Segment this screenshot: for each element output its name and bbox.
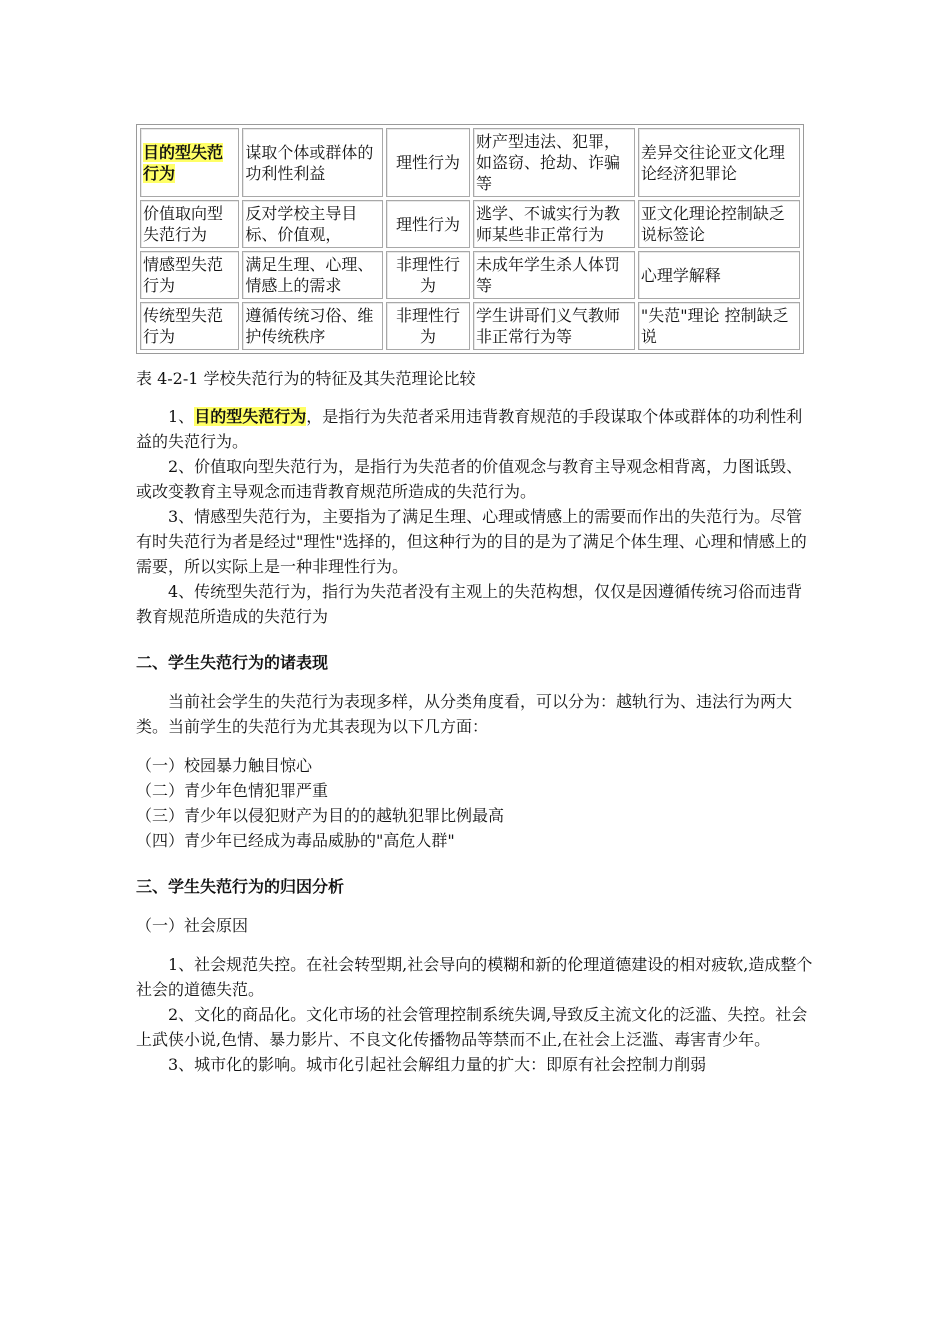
highlighted-term: 目的型失范行为: [143, 142, 224, 183]
paragraph-text: ，是指行为失范者采用违背教育规范的手段谋取个体或群体的功利性利益的失范行为。: [136, 407, 803, 451]
table-cell: 非理性行为: [386, 302, 470, 350]
table-cell: "失范"理论 控制缺乏说: [638, 302, 800, 350]
list-item: （一）校园暴力触目惊心: [136, 756, 313, 775]
list-item: （三）青少年以侵犯财产为目的的越轨犯罪比例最高: [136, 806, 505, 825]
table-cell: 满足生理、心理、情感上的需求: [242, 251, 383, 299]
paragraph: 3、情感型失范行为，主要指为了满足生理、心理或情感上的需要而作出的失范行为。尽管有时失范行为者是经过"理性"选择的，但这种行为的目的是为了满足个体生理、心理和情感上的需要，所以实际上是一种非理性行为。: [136, 507, 807, 576]
list-item: （四）青少年已经成为毒品威胁的"高危人群": [136, 831, 455, 850]
table-cell: 情感型失范行为: [140, 251, 239, 299]
comparison-table: [136, 124, 804, 354]
table-row: [140, 251, 800, 299]
table-cell: 反对学校主导目标、价值观，: [242, 200, 383, 248]
paragraph: [136, 404, 816, 454]
table-cell: 价值取向型失范行为: [140, 200, 239, 248]
paragraph: 当前社会学生的失范行为表现多样，从分类角度看，可以分为：越轨行为、违法行为两大类。当前学生的失范行为尤其表现为以下几方面：: [136, 692, 793, 736]
paragraph: 3、城市化的影响。城市化引起社会解组力量的扩大：即原有社会控制力削弱: [168, 1055, 707, 1074]
table-row: [140, 200, 800, 248]
table-row: [140, 128, 800, 197]
section-heading: 二、学生失范行为的诸表现: [136, 653, 329, 672]
paragraph: 1、社会规范失控。在社会转型期,社会导向的模糊和新的伦理道德建设的相对疲软,造成整个社会的道德失范。: [136, 955, 813, 999]
table-caption: 表 4-2-1 学校失范行为的特征及其失范理论比较: [136, 369, 476, 388]
paragraph: 2、文化的商品化。文化市场的社会管理控制系统失调,导致反主流文化的泛滥、失控。社会上武侠小说,色情、暴力影片、不良文化传播物品等禁而不止,在社会上泛滥、毒害青少年。: [136, 1005, 808, 1049]
table-row: [140, 302, 800, 350]
table-cell: 传统型失范行为: [140, 302, 239, 350]
table-cell: 心理学解释: [638, 251, 800, 299]
paragraph: 4、传统型失范行为，指行为失范者没有主观上的失范构想，仅仅是因遵循传统习俗而违背教育规范所造成的失范行为: [136, 582, 803, 626]
paragraph-number: 1、: [168, 407, 195, 426]
table-cell: 遵循传统习俗、维护传统秩序: [242, 302, 383, 350]
subsection-heading: （一）社会原因: [136, 916, 249, 935]
list-item: （二）青少年色情犯罪严重: [136, 781, 329, 800]
table-cell: 财产型违法、犯罪，如盗窃、抢劫、诈骗等: [473, 128, 635, 197]
table-cell: 非理性行为: [386, 251, 470, 299]
table-cell: 学生讲哥们义气教师非正常行为等: [473, 302, 635, 350]
table-cell: 差异交往论亚文化理论经济犯罪论: [638, 128, 800, 197]
table-cell: 谋取个体或群体的功利性利益: [242, 128, 383, 197]
highlighted-term: 目的型失范行为: [194, 407, 307, 426]
paragraph: 2、价值取向型失范行为，是指行为失范者的价值观念与教育主导观念相背离，力图诋毁、或改变教育主导观念而违背教育规范所造成的失范行为。: [136, 457, 803, 501]
document-page: [136, 124, 816, 1077]
table-cell: 亚文化理论控制缺乏说标签论: [638, 200, 800, 248]
list: [136, 753, 816, 853]
table-cell: [140, 128, 239, 197]
table-cell: 理性行为: [386, 200, 470, 248]
table-cell: 未成年学生杀人体罚等: [473, 251, 635, 299]
table-cell: 理性行为: [386, 128, 470, 197]
table-cell: 逃学、不诚实行为教师某些非正常行为: [473, 200, 635, 248]
section-heading: 三、学生失范行为的归因分析: [136, 877, 345, 896]
